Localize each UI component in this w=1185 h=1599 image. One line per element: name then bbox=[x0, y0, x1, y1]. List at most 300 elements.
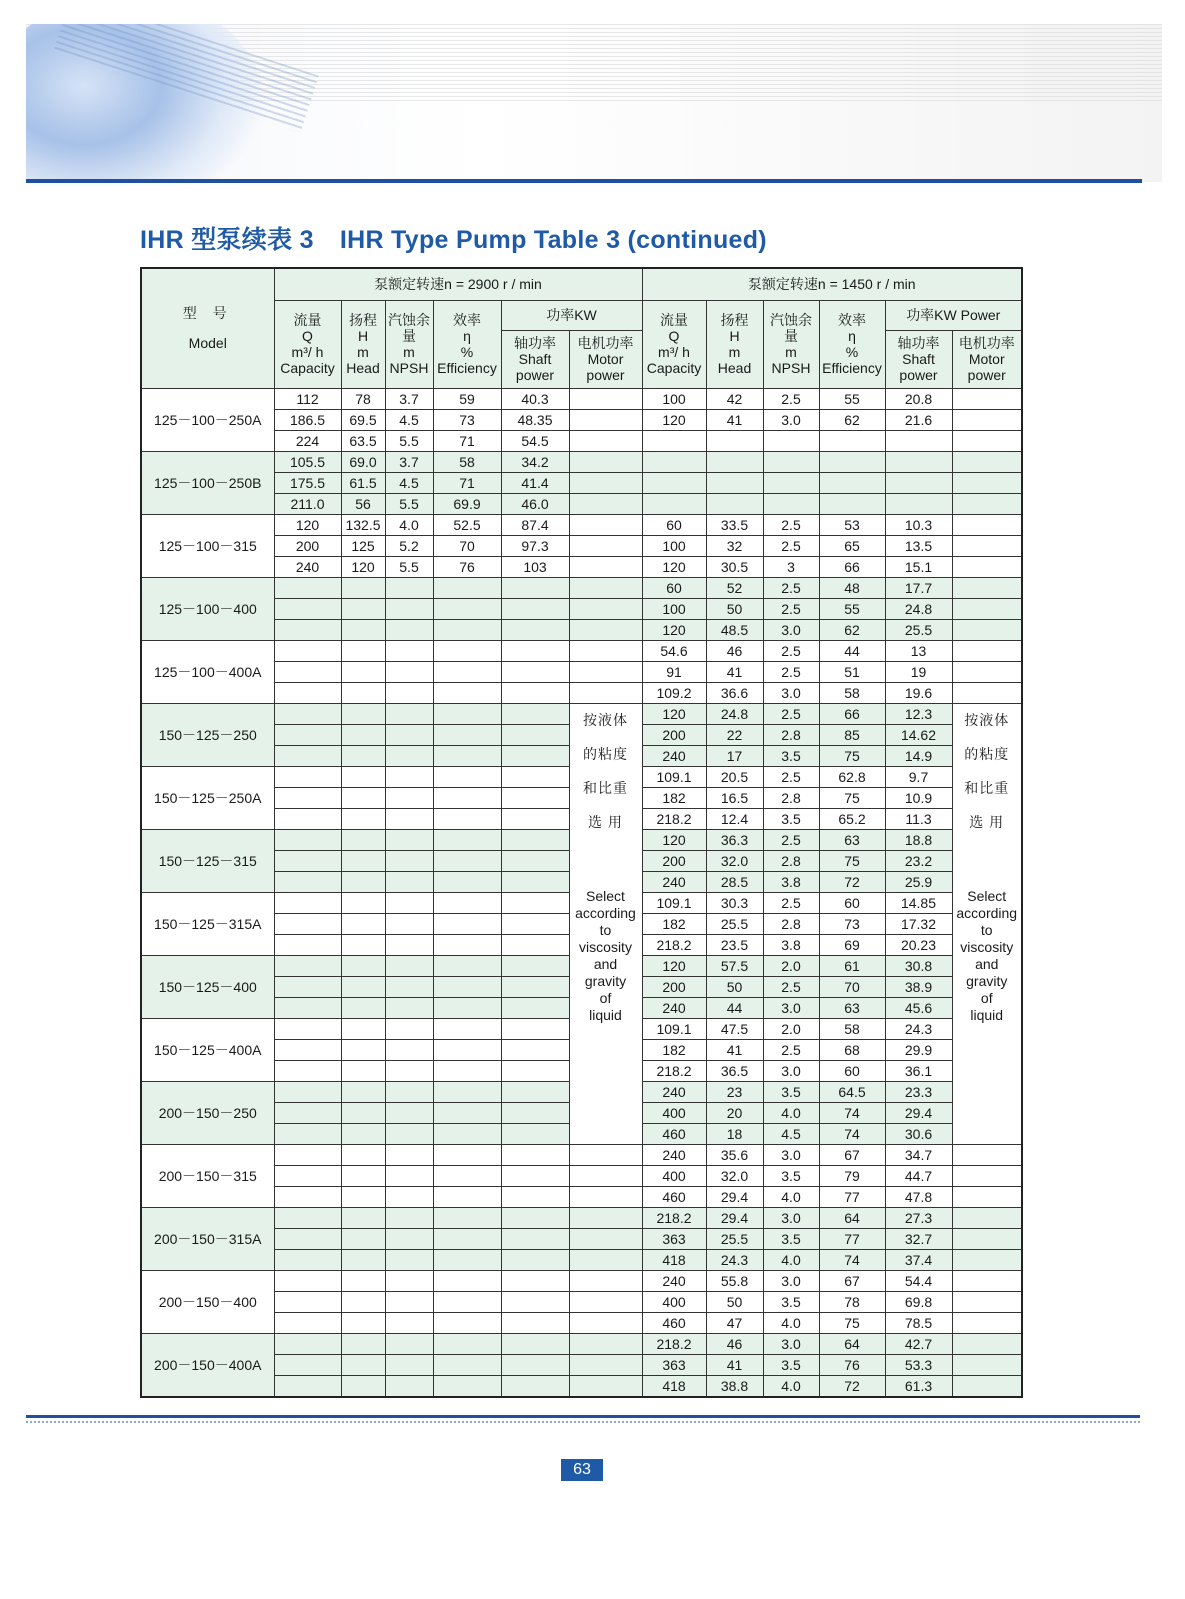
data-cell: 58 bbox=[819, 1018, 885, 1039]
motor-power-cell bbox=[569, 1165, 642, 1186]
data-cell: 32.0 bbox=[706, 1165, 763, 1186]
data-cell: 200 bbox=[642, 976, 706, 997]
data-cell bbox=[501, 808, 569, 829]
data-cell bbox=[341, 1165, 385, 1186]
data-cell bbox=[341, 724, 385, 745]
data-cell: 11.3 bbox=[885, 808, 952, 829]
data-cell bbox=[385, 1207, 433, 1228]
data-cell bbox=[706, 451, 763, 472]
data-cell bbox=[501, 1375, 569, 1397]
data-cell: 53 bbox=[819, 514, 885, 535]
data-cell bbox=[341, 661, 385, 682]
data-cell: 13 bbox=[885, 640, 952, 661]
data-cell bbox=[341, 703, 385, 724]
data-cell: 120 bbox=[274, 514, 341, 535]
data-cell bbox=[385, 871, 433, 892]
data-cell: 91 bbox=[642, 661, 706, 682]
data-cell bbox=[501, 850, 569, 871]
data-cell: 2.8 bbox=[763, 913, 819, 934]
data-cell: 24.3 bbox=[885, 1018, 952, 1039]
data-cell bbox=[385, 913, 433, 934]
data-cell bbox=[385, 682, 433, 703]
data-cell bbox=[433, 1375, 501, 1397]
data-cell: 71 bbox=[433, 472, 501, 493]
data-cell: 66 bbox=[819, 556, 885, 577]
motor-power-cell bbox=[952, 472, 1022, 493]
data-cell bbox=[433, 1228, 501, 1249]
data-cell bbox=[819, 430, 885, 451]
data-cell: 47.8 bbox=[885, 1186, 952, 1207]
data-cell bbox=[274, 1354, 341, 1375]
header-power-2900: 功率KW bbox=[501, 300, 642, 330]
data-cell: 64 bbox=[819, 1207, 885, 1228]
header-model: 型 号 Model bbox=[141, 268, 274, 388]
data-cell: 2.8 bbox=[763, 724, 819, 745]
data-cell: 418 bbox=[642, 1249, 706, 1270]
data-cell: 460 bbox=[642, 1312, 706, 1333]
motor-power-cell bbox=[569, 409, 642, 430]
data-cell bbox=[274, 1102, 341, 1123]
data-cell bbox=[706, 472, 763, 493]
data-cell bbox=[385, 1039, 433, 1060]
data-cell bbox=[433, 1333, 501, 1354]
data-cell: 16.5 bbox=[706, 787, 763, 808]
data-cell: 4.5 bbox=[763, 1123, 819, 1144]
data-cell bbox=[274, 934, 341, 955]
motor-power-cell bbox=[569, 682, 642, 703]
header-head-2900: 扬程 H m Head bbox=[341, 300, 385, 388]
model-cell: 125－100－250B bbox=[141, 451, 274, 514]
data-cell: 74 bbox=[819, 1249, 885, 1270]
data-cell: 78 bbox=[341, 388, 385, 409]
data-cell: 218.2 bbox=[642, 1207, 706, 1228]
data-cell bbox=[274, 766, 341, 787]
data-cell: 74 bbox=[819, 1123, 885, 1144]
data-cell bbox=[274, 1165, 341, 1186]
data-cell bbox=[274, 1312, 341, 1333]
data-cell: 132.5 bbox=[341, 514, 385, 535]
data-cell bbox=[385, 640, 433, 661]
data-cell bbox=[341, 955, 385, 976]
page-title bbox=[140, 220, 793, 256]
table-row bbox=[141, 1144, 1022, 1165]
data-cell: 5.5 bbox=[385, 556, 433, 577]
model-cell: 200－150－315 bbox=[141, 1144, 274, 1207]
data-cell bbox=[341, 829, 385, 850]
data-cell: 120 bbox=[642, 829, 706, 850]
data-cell: 61.5 bbox=[341, 472, 385, 493]
header-motor-power-2900: 电机功率 Motor power bbox=[569, 330, 642, 388]
data-cell: 2.5 bbox=[763, 640, 819, 661]
data-cell bbox=[501, 1249, 569, 1270]
data-cell bbox=[433, 976, 501, 997]
data-cell bbox=[274, 1249, 341, 1270]
data-cell: 27.3 bbox=[885, 1207, 952, 1228]
data-cell: 45.6 bbox=[885, 997, 952, 1018]
data-cell bbox=[274, 1186, 341, 1207]
data-cell: 2.5 bbox=[763, 535, 819, 556]
data-cell: 109.1 bbox=[642, 766, 706, 787]
table-row bbox=[141, 619, 1022, 640]
data-cell: 120 bbox=[642, 409, 706, 430]
motor-power-cell bbox=[952, 1270, 1022, 1291]
data-cell: 2.8 bbox=[763, 787, 819, 808]
footer-dotted-rule bbox=[26, 1421, 1140, 1423]
data-cell: 2.5 bbox=[763, 703, 819, 724]
motor-power-cell bbox=[952, 1228, 1022, 1249]
data-cell: 46.0 bbox=[501, 493, 569, 514]
data-cell: 12.3 bbox=[885, 703, 952, 724]
data-cell: 47 bbox=[706, 1312, 763, 1333]
motor-power-cell bbox=[952, 577, 1022, 598]
model-cell: 125－100－315 bbox=[141, 514, 274, 577]
data-cell bbox=[341, 787, 385, 808]
data-cell: 240 bbox=[642, 1144, 706, 1165]
data-cell: 29.4 bbox=[706, 1207, 763, 1228]
data-cell: 20.23 bbox=[885, 934, 952, 955]
data-cell bbox=[385, 1291, 433, 1312]
data-cell: 14.85 bbox=[885, 892, 952, 913]
header-flow-2900: 流量 Q m³/ h Capacity bbox=[274, 300, 341, 388]
data-cell bbox=[341, 766, 385, 787]
motor-power-cell bbox=[569, 1354, 642, 1375]
data-cell bbox=[385, 1144, 433, 1165]
data-cell bbox=[433, 1165, 501, 1186]
data-cell: 50 bbox=[706, 1291, 763, 1312]
title-en: IHR Type Pump Table 3 (continued) bbox=[339, 226, 767, 254]
data-cell bbox=[501, 1270, 569, 1291]
header-banner bbox=[26, 24, 1162, 182]
data-cell bbox=[433, 808, 501, 829]
data-cell bbox=[501, 892, 569, 913]
data-cell: 76 bbox=[433, 556, 501, 577]
motor-power-cell bbox=[569, 388, 642, 409]
data-cell bbox=[433, 1291, 501, 1312]
data-cell bbox=[341, 1333, 385, 1354]
data-cell bbox=[385, 1375, 433, 1397]
data-cell: 17 bbox=[706, 745, 763, 766]
data-cell bbox=[341, 682, 385, 703]
footer-rule bbox=[26, 1415, 1140, 1418]
data-cell: 5.5 bbox=[385, 493, 433, 514]
data-cell: 60 bbox=[819, 1060, 885, 1081]
data-cell: 109.1 bbox=[642, 1018, 706, 1039]
data-cell: 38.8 bbox=[706, 1375, 763, 1397]
header-speed-2900: 泵额定转速n = 2900 r / min bbox=[274, 268, 642, 300]
data-cell: 3.0 bbox=[763, 682, 819, 703]
data-cell: 79 bbox=[819, 1165, 885, 1186]
data-cell: 44 bbox=[819, 640, 885, 661]
data-cell: 58 bbox=[819, 682, 885, 703]
data-cell: 97.3 bbox=[501, 535, 569, 556]
data-cell bbox=[341, 1354, 385, 1375]
table-row bbox=[141, 1207, 1022, 1228]
data-cell bbox=[385, 955, 433, 976]
data-cell: 3.0 bbox=[763, 1270, 819, 1291]
data-cell: 2.5 bbox=[763, 661, 819, 682]
model-cell: 200－150－400 bbox=[141, 1270, 274, 1333]
data-cell bbox=[501, 976, 569, 997]
motor-power-cell bbox=[569, 493, 642, 514]
data-cell: 211.0 bbox=[274, 493, 341, 514]
motor-power-cell bbox=[569, 577, 642, 598]
data-cell: 65.2 bbox=[819, 808, 885, 829]
data-cell: 67 bbox=[819, 1270, 885, 1291]
data-cell bbox=[385, 1102, 433, 1123]
data-cell: 2.5 bbox=[763, 976, 819, 997]
data-cell bbox=[385, 1018, 433, 1039]
data-cell bbox=[385, 997, 433, 1018]
data-cell: 20.8 bbox=[885, 388, 952, 409]
data-cell: 42 bbox=[706, 388, 763, 409]
data-cell bbox=[274, 976, 341, 997]
data-cell: 58 bbox=[433, 451, 501, 472]
model-cell: 125－100－400A bbox=[141, 640, 274, 703]
data-cell: 2.0 bbox=[763, 955, 819, 976]
data-cell: 48 bbox=[819, 577, 885, 598]
data-cell: 77 bbox=[819, 1228, 885, 1249]
data-cell: 54.6 bbox=[642, 640, 706, 661]
model-cell: 150－125－250A bbox=[141, 766, 274, 829]
data-cell: 25.5 bbox=[706, 1228, 763, 1249]
header-rule bbox=[26, 179, 1142, 183]
data-cell bbox=[274, 1060, 341, 1081]
data-cell: 75 bbox=[819, 1312, 885, 1333]
data-cell bbox=[385, 934, 433, 955]
data-cell: 120 bbox=[642, 955, 706, 976]
data-cell: 62 bbox=[819, 409, 885, 430]
data-cell bbox=[763, 493, 819, 514]
table-row bbox=[141, 1228, 1022, 1249]
data-cell bbox=[341, 892, 385, 913]
data-cell: 3.5 bbox=[763, 1354, 819, 1375]
data-cell: 30.8 bbox=[885, 955, 952, 976]
data-cell bbox=[385, 1060, 433, 1081]
data-cell bbox=[501, 598, 569, 619]
data-cell: 25.9 bbox=[885, 871, 952, 892]
motor-power-cell bbox=[952, 388, 1022, 409]
data-cell: 51 bbox=[819, 661, 885, 682]
data-cell: 33.5 bbox=[706, 514, 763, 535]
data-cell: 74 bbox=[819, 1102, 885, 1123]
data-cell: 109.2 bbox=[642, 682, 706, 703]
data-cell: 55.8 bbox=[706, 1270, 763, 1291]
data-cell: 17.7 bbox=[885, 577, 952, 598]
data-cell: 3.7 bbox=[385, 451, 433, 472]
data-cell bbox=[274, 682, 341, 703]
data-cell: 66 bbox=[819, 703, 885, 724]
data-cell bbox=[274, 1375, 341, 1397]
data-cell bbox=[385, 1123, 433, 1144]
data-cell: 36.5 bbox=[706, 1060, 763, 1081]
data-cell: 41 bbox=[706, 661, 763, 682]
data-cell: 28.5 bbox=[706, 871, 763, 892]
data-cell: 200 bbox=[642, 724, 706, 745]
data-cell: 2.5 bbox=[763, 1039, 819, 1060]
data-cell: 44 bbox=[706, 997, 763, 1018]
data-cell: 175.5 bbox=[274, 472, 341, 493]
data-cell bbox=[274, 703, 341, 724]
data-cell: 109.1 bbox=[642, 892, 706, 913]
model-cell: 200－150－400A bbox=[141, 1333, 274, 1397]
data-cell bbox=[385, 1249, 433, 1270]
data-cell bbox=[341, 577, 385, 598]
data-cell bbox=[433, 1081, 501, 1102]
data-cell: 13.5 bbox=[885, 535, 952, 556]
data-cell: 3.0 bbox=[763, 997, 819, 1018]
data-cell: 32.7 bbox=[885, 1228, 952, 1249]
data-cell bbox=[385, 1312, 433, 1333]
motor-power-cell bbox=[569, 1249, 642, 1270]
motor-power-cell bbox=[569, 1228, 642, 1249]
data-cell bbox=[341, 1291, 385, 1312]
table-row bbox=[141, 409, 1022, 430]
data-cell: 23.5 bbox=[706, 934, 763, 955]
data-cell: 5.5 bbox=[385, 430, 433, 451]
table-row bbox=[141, 661, 1022, 682]
table-row bbox=[141, 640, 1022, 661]
motor-power-cell bbox=[952, 556, 1022, 577]
header-head-1450: 扬程 H m Head bbox=[706, 300, 763, 388]
data-cell bbox=[341, 1123, 385, 1144]
data-cell bbox=[501, 829, 569, 850]
data-cell: 35.6 bbox=[706, 1144, 763, 1165]
data-cell: 62 bbox=[819, 619, 885, 640]
data-cell: 69 bbox=[819, 934, 885, 955]
data-cell bbox=[385, 976, 433, 997]
data-cell bbox=[274, 1333, 341, 1354]
data-cell: 240 bbox=[642, 745, 706, 766]
data-cell bbox=[501, 766, 569, 787]
motor-power-cell bbox=[952, 1312, 1022, 1333]
data-cell bbox=[274, 724, 341, 745]
data-cell: 87.4 bbox=[501, 514, 569, 535]
data-cell: 48.5 bbox=[706, 619, 763, 640]
data-cell bbox=[501, 1039, 569, 1060]
data-cell bbox=[385, 1186, 433, 1207]
motor-power-cell bbox=[952, 493, 1022, 514]
data-cell: 41.4 bbox=[501, 472, 569, 493]
data-cell bbox=[274, 1291, 341, 1312]
data-cell: 60 bbox=[819, 892, 885, 913]
data-cell bbox=[433, 913, 501, 934]
data-cell: 78 bbox=[819, 1291, 885, 1312]
motor-power-cell bbox=[569, 1291, 642, 1312]
data-cell bbox=[885, 430, 952, 451]
data-cell: 50 bbox=[706, 976, 763, 997]
data-cell bbox=[274, 1207, 341, 1228]
data-cell: 29.4 bbox=[706, 1186, 763, 1207]
data-cell: 78.5 bbox=[885, 1312, 952, 1333]
data-cell bbox=[501, 871, 569, 892]
data-cell: 47.5 bbox=[706, 1018, 763, 1039]
header-npsh-2900: 汽蚀余量 m NPSH bbox=[385, 300, 433, 388]
data-cell: 55 bbox=[819, 388, 885, 409]
data-cell: 2.5 bbox=[763, 892, 819, 913]
motor-power-cell bbox=[952, 1354, 1022, 1375]
motor-power-cell bbox=[952, 535, 1022, 556]
data-cell bbox=[501, 1081, 569, 1102]
header-eff-2900: 效率 η % Efficiency bbox=[433, 300, 501, 388]
data-cell: 34.2 bbox=[501, 451, 569, 472]
data-cell: 240 bbox=[642, 997, 706, 1018]
data-cell: 3.5 bbox=[763, 808, 819, 829]
table-row bbox=[141, 703, 1022, 724]
motor-power-cell bbox=[569, 1144, 642, 1165]
table-row bbox=[141, 1249, 1022, 1270]
data-cell: 200 bbox=[274, 535, 341, 556]
data-cell bbox=[433, 661, 501, 682]
data-cell: 9.7 bbox=[885, 766, 952, 787]
motor-power-cell bbox=[569, 514, 642, 535]
data-cell: 240 bbox=[274, 556, 341, 577]
data-cell: 72 bbox=[819, 1375, 885, 1397]
data-cell: 48.35 bbox=[501, 409, 569, 430]
data-cell bbox=[385, 892, 433, 913]
data-cell bbox=[501, 1207, 569, 1228]
data-cell: 100 bbox=[642, 535, 706, 556]
data-cell bbox=[433, 1249, 501, 1270]
table-row bbox=[141, 1375, 1022, 1397]
data-cell: 62.8 bbox=[819, 766, 885, 787]
data-cell: 60 bbox=[642, 514, 706, 535]
data-cell bbox=[433, 1186, 501, 1207]
header-eff-1450: 效率 η % Efficiency bbox=[819, 300, 885, 388]
data-cell bbox=[501, 619, 569, 640]
data-cell bbox=[433, 724, 501, 745]
motor-power-cell bbox=[952, 1207, 1022, 1228]
data-cell: 70 bbox=[819, 976, 885, 997]
motor-power-cell bbox=[569, 1207, 642, 1228]
motor-power-cell bbox=[569, 556, 642, 577]
data-cell bbox=[642, 493, 706, 514]
data-cell bbox=[433, 997, 501, 1018]
data-cell bbox=[274, 1270, 341, 1291]
motor-power-note-2900: 按液体 的粘度 和比重 选 用 Select according to viscosity and gravity of liquid bbox=[569, 703, 642, 1144]
data-cell: 17.32 bbox=[885, 913, 952, 934]
data-cell: 4.0 bbox=[385, 514, 433, 535]
data-cell: 19 bbox=[885, 661, 952, 682]
motor-power-cell bbox=[569, 430, 642, 451]
data-cell: 218.2 bbox=[642, 1060, 706, 1081]
data-cell: 46 bbox=[706, 640, 763, 661]
data-cell: 120 bbox=[341, 556, 385, 577]
data-cell: 32.0 bbox=[706, 850, 763, 871]
data-cell bbox=[501, 1144, 569, 1165]
data-cell bbox=[501, 1018, 569, 1039]
data-cell: 240 bbox=[642, 1270, 706, 1291]
data-cell bbox=[501, 682, 569, 703]
data-cell: 460 bbox=[642, 1123, 706, 1144]
data-cell bbox=[385, 619, 433, 640]
data-cell: 46 bbox=[706, 1333, 763, 1354]
motor-power-cell bbox=[952, 1291, 1022, 1312]
data-cell: 63 bbox=[819, 829, 885, 850]
data-cell: 85 bbox=[819, 724, 885, 745]
motor-power-cell bbox=[569, 1375, 642, 1397]
data-cell: 12.4 bbox=[706, 808, 763, 829]
data-cell: 41 bbox=[706, 1354, 763, 1375]
data-cell bbox=[341, 913, 385, 934]
data-cell bbox=[501, 934, 569, 955]
motor-power-cell bbox=[569, 451, 642, 472]
data-cell: 4.0 bbox=[763, 1375, 819, 1397]
data-cell bbox=[385, 1081, 433, 1102]
data-cell bbox=[385, 1270, 433, 1291]
data-cell bbox=[341, 1207, 385, 1228]
data-cell: 55 bbox=[819, 598, 885, 619]
data-cell bbox=[341, 598, 385, 619]
